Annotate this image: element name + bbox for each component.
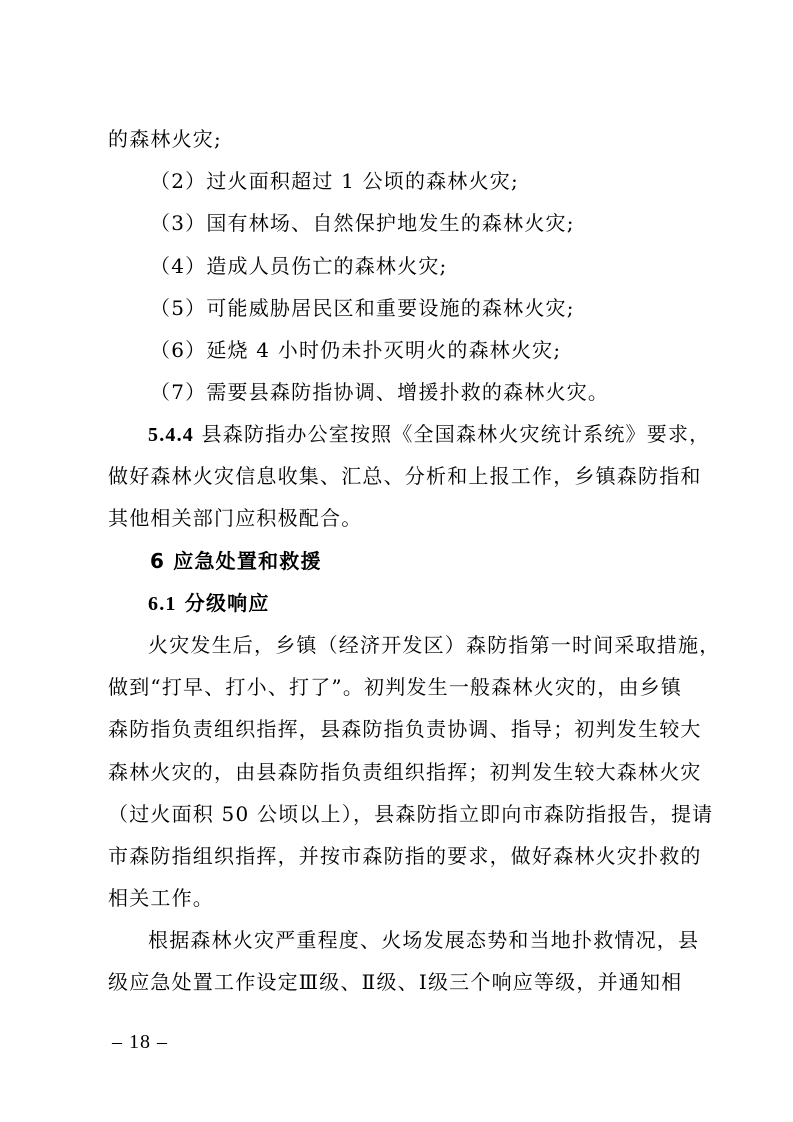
text-line: （过火面积 50 公顷以上），县森防指立即向市森防指报告，提请 <box>108 802 714 826</box>
list-item: （4）造成人员伤亡的森林火灾; <box>150 254 448 278</box>
list-item: （3）国有林场、自然保护地发生的森林火灾; <box>150 211 575 235</box>
list-item: （6）延烧 4 小时仍未扑灭明火的森林火灾; <box>150 338 562 362</box>
text-line: 做到“打早、打小、打了”。初判发生一般森林火灾的，由乡镇 <box>108 675 683 699</box>
text-line: 森林火灾的，由县森防指负责组织指挥；初判发生较大森林火灾 <box>108 760 702 784</box>
text-line: 相关工作。 <box>108 886 214 910</box>
list-item: （2）过火面积超过 1 公顷的森林火灾; <box>150 169 519 193</box>
text-line: 火灾发生后，乡镇（经济开发区）森防指第一时间采取措施， <box>148 633 721 657</box>
text-line: 做好森林火灾信息收集、汇总、分析和上报工作，乡镇森防指和 <box>108 464 702 488</box>
section-text: 县森防指办公室按照《全国森林火灾统计系统》要求， <box>194 422 711 446</box>
list-item: （5）可能威胁居民区和重要设施的森林火灾; <box>150 296 575 320</box>
subsection-number: 6.1 <box>148 593 177 615</box>
text-line: 级应急处置工作设定Ⅲ级、Ⅱ级、Ⅰ级三个响应等级，并通知相 <box>108 970 683 994</box>
subsection-heading <box>148 588 270 619</box>
page-number: – 18 – <box>112 1031 168 1053</box>
text-line: 的森林火灾; <box>108 127 222 151</box>
section-paragraph <box>148 419 710 450</box>
list-item: （7）需要县森防指协调、增援扑救的森林火灾。 <box>150 380 610 404</box>
text-line: 根据森林火灾严重程度、火场发展态势和当地扑救情况，县 <box>148 928 700 952</box>
subsection-title: 分级响应 <box>176 591 270 615</box>
text-line: 市森防指组织指挥，并按市森防指的要求，做好森林火灾扑救的 <box>108 844 702 868</box>
section-number: 5.4.4 <box>148 424 194 446</box>
section-heading: 6 应急处置和救援 <box>150 549 322 573</box>
text-line: 其他相关部门应积极配合。 <box>108 506 363 530</box>
text-line: 森防指负责组织指挥，县森防指负责协调、指导；初判发生较大 <box>108 717 702 741</box>
